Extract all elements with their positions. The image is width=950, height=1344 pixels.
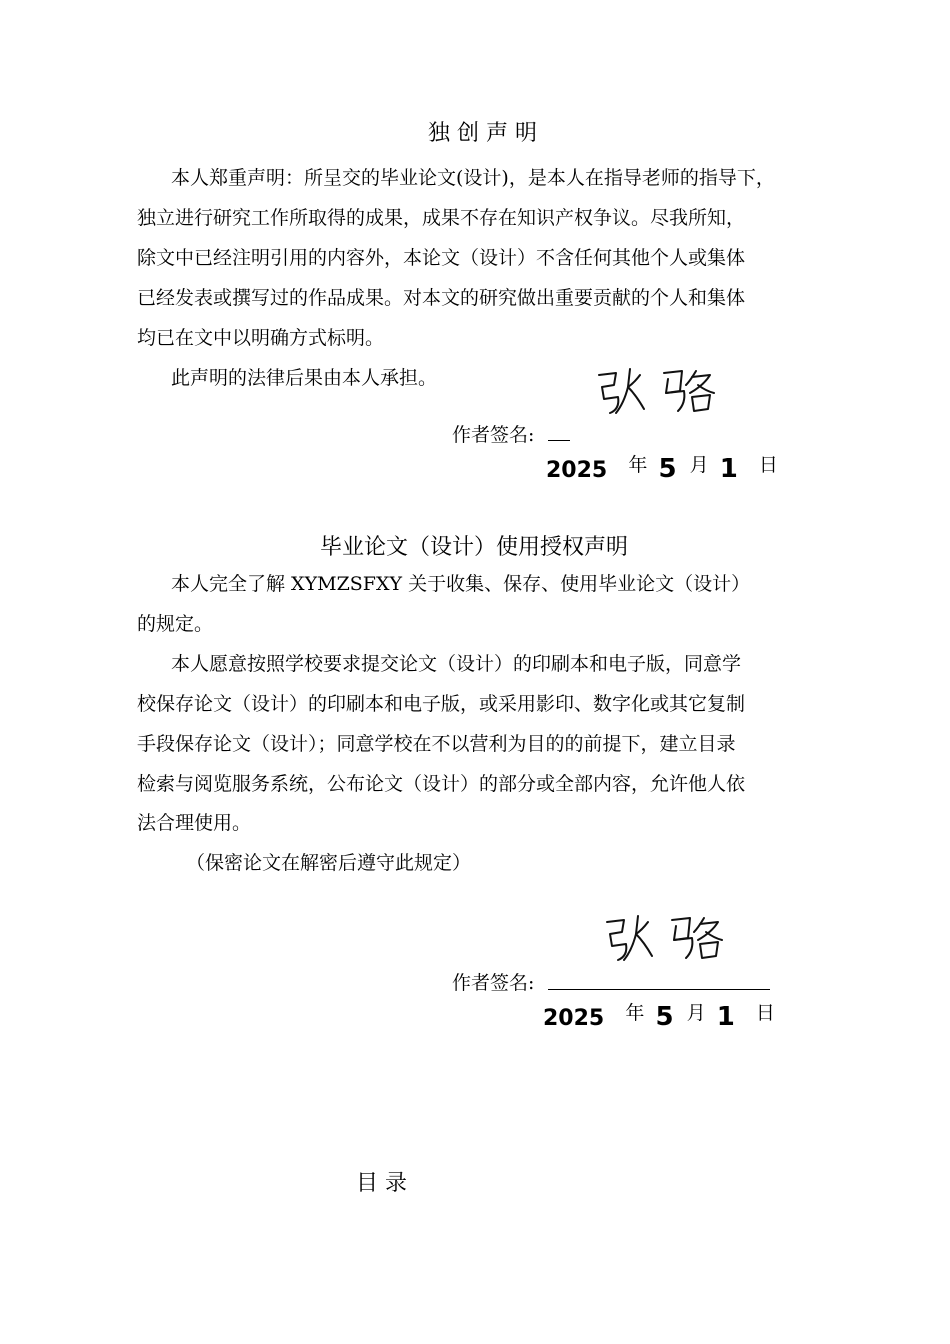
date-month: 5 <box>658 454 677 484</box>
date-year-unit: 年 <box>628 454 648 476</box>
authorization-signature-underline <box>548 989 770 990</box>
authorization-para2-line1: 本人愿意按照学校要求提交论文（设计）的印刷本和电子版，同意学 <box>171 653 742 675</box>
originality-signature-underline <box>548 440 570 441</box>
originality-para2: 此声明的法律后果由本人承担。 <box>171 367 438 389</box>
originality-title: 独 创 声 明 <box>428 121 537 146</box>
authorization-signature-label: 作者签名: <box>452 972 535 994</box>
originality-para1-line3: 除文中已经注明引用的内容外，本论文（设计）不含任何其他个人或集体 <box>137 247 746 269</box>
signature-image <box>594 365 724 420</box>
originality-para1-line5: 均已在文中以明确方式标明。 <box>137 327 385 349</box>
date-day-unit: 日 <box>758 454 778 476</box>
authorization-title: 毕业论文（设计）使用授权声明 <box>320 535 629 560</box>
date-month-unit: 月 <box>689 454 709 476</box>
authorization-para2-line2: 校保存论文（设计）的印刷本和电子版，或采用影印、数字化或其它复制 <box>137 693 746 715</box>
authorization-para1-line2: 的规定。 <box>137 613 214 635</box>
date-month-unit: 月 <box>686 1002 706 1024</box>
date-month: 5 <box>655 1002 674 1032</box>
date-day: 1 <box>716 1002 735 1032</box>
authorization-para1-line1: 本人完全了解 XYMZSFXY 关于收集、保存、使用毕业论文（设计） <box>171 573 751 595</box>
signature-image <box>602 912 732 967</box>
originality-date <box>546 450 778 484</box>
date-year: 2025 <box>546 458 608 483</box>
date-day: 1 <box>719 454 738 484</box>
date-year: 2025 <box>543 1006 605 1031</box>
toc-title: 目 录 <box>356 1171 407 1196</box>
authorization-para2-line3: 手段保存论文（设计）；同意学校在不以营利为目的的前提下，建立目录 <box>137 733 736 755</box>
authorization-date <box>543 998 775 1032</box>
originality-para1-line4: 已经发表或撰写过的作品成果。对本文的研究做出重要贡献的个人和集体 <box>137 287 746 309</box>
date-year-unit: 年 <box>625 1002 645 1024</box>
authorization-note: （保密论文在解密后遵守此规定） <box>186 852 472 874</box>
date-day-unit: 日 <box>755 1002 775 1024</box>
authorization-para2-line5: 法合理使用。 <box>137 812 252 834</box>
originality-signature-label: 作者签名: <box>452 424 535 446</box>
authorization-para2-line4: 检索与阅览服务系统，公布论文（设计）的部分或全部内容，允许他人依 <box>137 773 746 795</box>
originality-para1-line2: 独立进行研究工作所取得的成果，成果不存在知识产权争议。尽我所知， <box>137 207 746 229</box>
originality-para1-line1: 本人郑重声明：所呈交的毕业论文(设计)，是本人在指导老师的指导下， <box>171 167 775 189</box>
